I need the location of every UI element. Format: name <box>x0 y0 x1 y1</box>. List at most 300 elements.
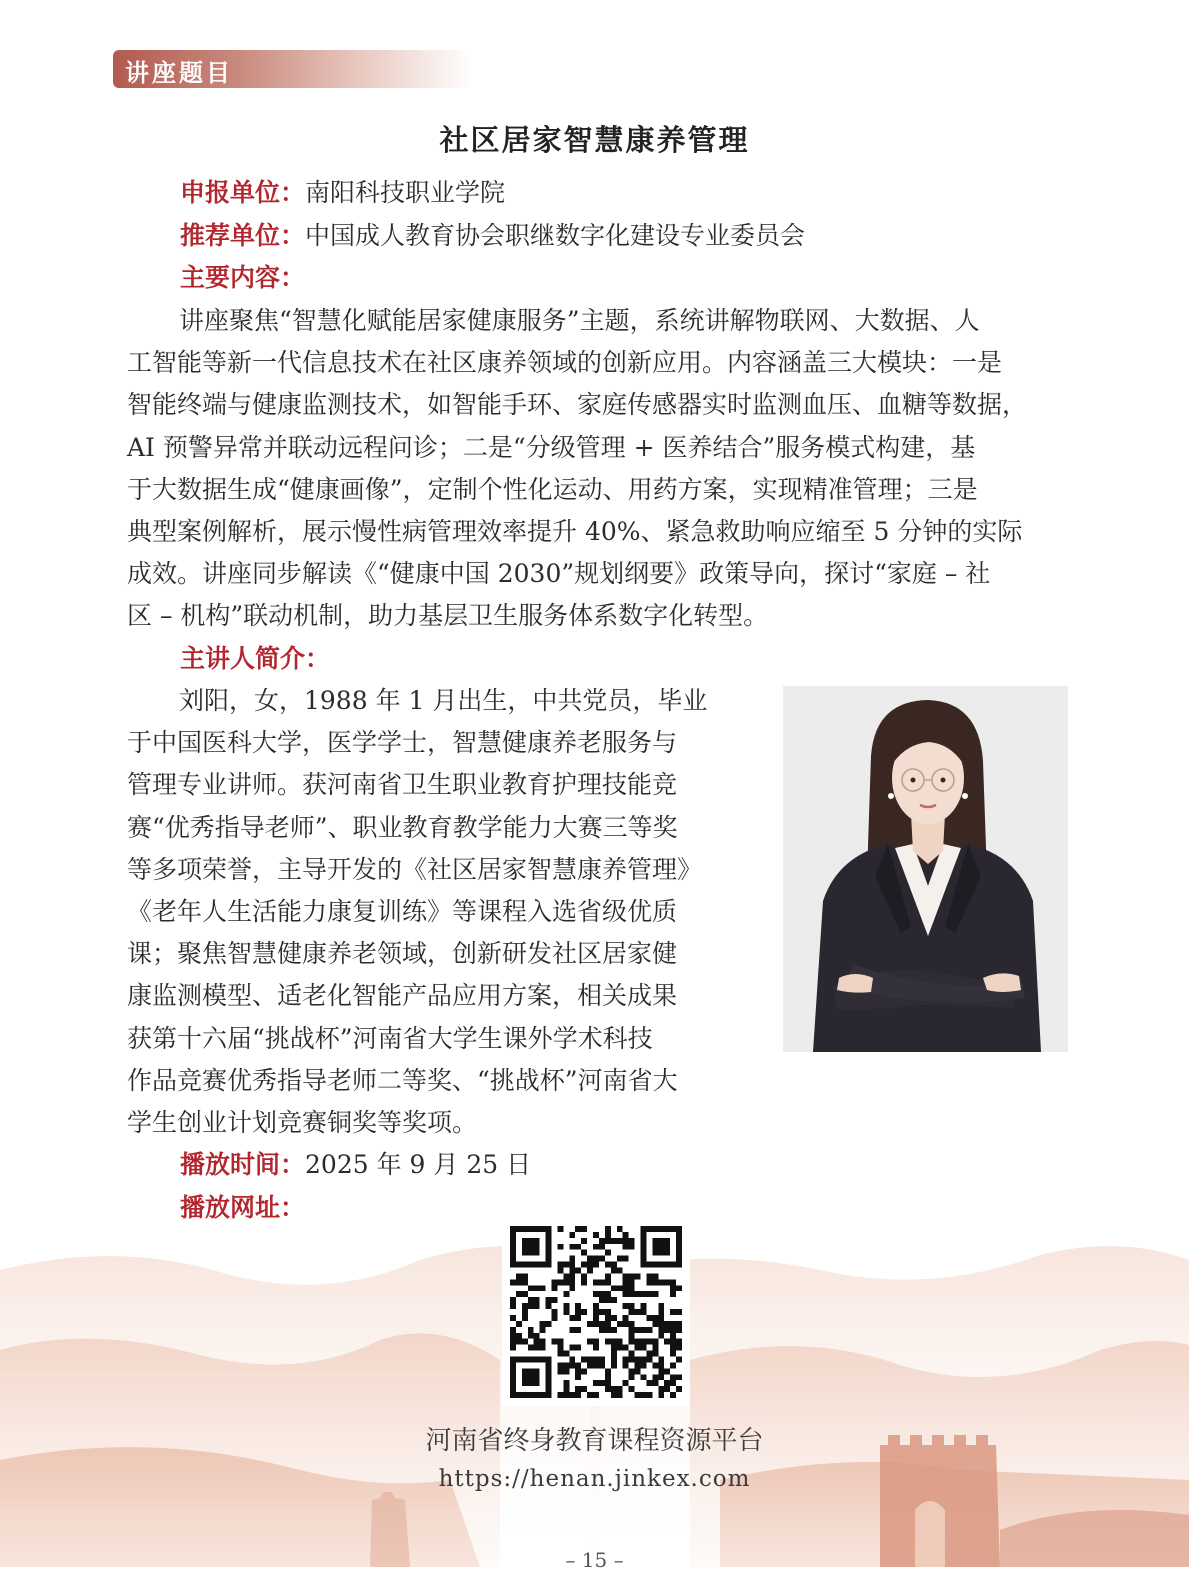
qr-module <box>640 1356 646 1362</box>
qr-module <box>611 1362 617 1368</box>
qr-module <box>522 1374 528 1380</box>
content-line: 典型案例解析，展示慢性病管理效率提升 40%、紧急救助响应缩至 5 分钟的实际 <box>127 517 1023 547</box>
qr-module <box>575 1268 581 1274</box>
qr-module <box>528 1303 534 1309</box>
qr-module <box>676 1250 682 1256</box>
qr-module <box>510 1315 516 1321</box>
qr-module <box>670 1321 676 1327</box>
qr-module <box>528 1285 534 1291</box>
speaker-line: 课；聚焦智慧健康养老领域，创新研发社区居家健 <box>127 939 678 969</box>
qr-module <box>540 1327 546 1333</box>
qr-module <box>510 1327 516 1333</box>
qr-module <box>664 1386 670 1392</box>
qr-module <box>587 1362 593 1368</box>
qr-module <box>516 1273 522 1279</box>
qr-module <box>646 1392 652 1398</box>
qr-module <box>664 1262 670 1268</box>
qr-module <box>522 1392 528 1398</box>
qr-module <box>605 1238 611 1244</box>
qr-module <box>510 1226 516 1232</box>
qr-module <box>528 1380 534 1386</box>
qr-module <box>522 1238 528 1244</box>
qr-module <box>640 1309 646 1315</box>
qr-module <box>563 1351 569 1357</box>
qr-module <box>664 1238 670 1244</box>
qr-module <box>623 1362 629 1368</box>
qr-module <box>510 1232 516 1238</box>
qr-module <box>557 1226 563 1232</box>
qr-module <box>605 1250 611 1256</box>
page-number: – 15 – <box>565 1548 624 1572</box>
qr-module <box>605 1262 611 1268</box>
qr-module <box>629 1291 635 1297</box>
applicant-label: 申报单位： <box>180 178 306 207</box>
qr-module <box>676 1285 682 1291</box>
content-row <box>180 263 305 293</box>
qr-module <box>629 1285 635 1291</box>
qr-module <box>652 1226 658 1232</box>
qr-module <box>557 1362 563 1368</box>
qr-module <box>617 1345 623 1351</box>
airtime-value: 2025 年 9 月 25 日 <box>305 1150 532 1179</box>
qr-code-pattern[interactable] <box>510 1226 682 1398</box>
qr-module <box>563 1291 569 1297</box>
qr-module <box>593 1279 599 1285</box>
qr-module <box>534 1345 540 1351</box>
qr-module <box>623 1238 629 1244</box>
qr-module <box>581 1262 587 1268</box>
qr-module <box>670 1285 676 1291</box>
qr-module <box>623 1256 629 1262</box>
qr-module <box>599 1238 605 1244</box>
qr-module <box>557 1339 563 1345</box>
qr-module <box>569 1232 575 1238</box>
qr-module <box>611 1285 617 1291</box>
speaker-line: 于中国医科大学，医学学士，智慧健康养老服务与 <box>127 728 678 758</box>
qr-module <box>540 1339 546 1345</box>
qr-module <box>599 1362 605 1368</box>
qr-module <box>605 1327 611 1333</box>
qr-module <box>516 1262 522 1268</box>
qr-module <box>676 1309 682 1315</box>
qr-module <box>534 1374 540 1380</box>
qr-module <box>611 1268 617 1274</box>
qr-module <box>528 1392 534 1398</box>
qr-module <box>587 1339 593 1345</box>
qr-module <box>534 1303 540 1309</box>
qr-module <box>658 1315 664 1321</box>
qr-module <box>599 1309 605 1315</box>
qr-module <box>593 1356 599 1362</box>
qr-module <box>658 1392 664 1398</box>
qr-module <box>552 1279 558 1285</box>
qr-module <box>593 1380 599 1386</box>
qr-module <box>670 1226 676 1232</box>
qr-module <box>652 1362 658 1368</box>
qr-module <box>676 1386 682 1392</box>
qr-module <box>658 1226 664 1232</box>
qr-module <box>528 1333 534 1339</box>
speaker-line: 作品竞赛优秀指导老师二等奖、“挑战杯”河南省大 <box>127 1065 678 1095</box>
qr-module <box>540 1356 546 1362</box>
qr-module <box>540 1226 546 1232</box>
qr-module <box>516 1279 522 1285</box>
qr-module <box>646 1351 652 1357</box>
qr-module <box>510 1256 516 1262</box>
qr-module <box>617 1392 623 1398</box>
qr-module <box>611 1297 617 1303</box>
qr-module <box>599 1321 605 1327</box>
qr-module <box>522 1262 528 1268</box>
qr-module <box>534 1250 540 1256</box>
qr-module <box>528 1226 534 1232</box>
speaker-line: 赛“优秀指导老师”、职业教育教学能力大赛三等奖 <box>127 812 678 842</box>
qr-module <box>670 1327 676 1333</box>
qr-module <box>516 1339 522 1345</box>
qr-module <box>676 1374 682 1380</box>
qr-module <box>546 1244 552 1250</box>
qr-module <box>593 1362 599 1368</box>
qr-module <box>640 1262 646 1268</box>
qr-module <box>658 1327 664 1333</box>
qr-module <box>640 1392 646 1398</box>
qr-module <box>676 1244 682 1250</box>
speaker-paragraph <box>127 680 737 1144</box>
qr-module <box>575 1374 581 1380</box>
qr-module <box>534 1297 540 1303</box>
qr-module <box>522 1380 528 1386</box>
qr-module <box>581 1250 587 1256</box>
qr-module <box>640 1232 646 1238</box>
qr-module <box>611 1262 617 1268</box>
qr-module <box>635 1273 641 1279</box>
qr-module <box>593 1309 599 1315</box>
qr-module <box>546 1262 552 1268</box>
qr-module <box>652 1250 658 1256</box>
qr-module <box>510 1374 516 1380</box>
section-tag <box>113 50 473 88</box>
qr-module <box>569 1268 575 1274</box>
qr-module <box>516 1392 522 1398</box>
qr-module <box>670 1392 676 1398</box>
qr-module <box>569 1327 575 1333</box>
qr-module <box>646 1291 652 1297</box>
qr-module <box>640 1226 646 1232</box>
qr-module <box>629 1339 635 1345</box>
qr-module <box>670 1279 676 1285</box>
qr-module <box>652 1244 658 1250</box>
qr-module <box>658 1303 664 1309</box>
qr-module <box>528 1262 534 1268</box>
qr-module <box>563 1362 569 1368</box>
qr-module <box>664 1380 670 1386</box>
qr-module <box>664 1368 670 1374</box>
qr-module <box>534 1238 540 1244</box>
qr-module <box>510 1333 516 1339</box>
qr-module <box>557 1244 563 1250</box>
qr-module <box>569 1362 575 1368</box>
qr-module <box>540 1345 546 1351</box>
qr-module <box>528 1250 534 1256</box>
qr-module <box>528 1345 534 1351</box>
qr-module <box>528 1244 534 1250</box>
qr-module <box>593 1262 599 1268</box>
qr-module <box>605 1273 611 1279</box>
qr-module <box>676 1356 682 1362</box>
qr-module <box>664 1321 670 1327</box>
qr-module <box>617 1256 623 1262</box>
qr-module <box>646 1339 652 1345</box>
qr-module <box>635 1327 641 1333</box>
qr-module <box>522 1244 528 1250</box>
qr-module <box>629 1327 635 1333</box>
qr-module <box>522 1309 528 1315</box>
qr-module <box>652 1380 658 1386</box>
qr-module <box>593 1315 599 1321</box>
qr-module <box>658 1333 664 1339</box>
qr-module <box>658 1262 664 1268</box>
qr-module <box>593 1339 599 1345</box>
qr-module <box>629 1356 635 1362</box>
qr-module <box>546 1226 552 1232</box>
content-line: AI 预警异常并联动远程问诊；二是“分级管理 + 医养结合”服务模式构建，基 <box>127 432 976 462</box>
qr-module <box>528 1356 534 1362</box>
qr-module <box>593 1392 599 1398</box>
platform-url[interactable]: https://henan.jinkex.com <box>438 1466 751 1492</box>
qr-module <box>635 1392 641 1398</box>
qr-module <box>534 1368 540 1374</box>
qr-module <box>593 1303 599 1309</box>
qr-module <box>652 1262 658 1268</box>
qr-module <box>522 1226 528 1232</box>
qr-module <box>635 1291 641 1297</box>
speaker-label: 主讲人简介： <box>180 644 331 673</box>
qr-module <box>646 1226 652 1232</box>
qr-module <box>581 1309 587 1315</box>
section-tag-label: 讲座题目 <box>125 59 233 87</box>
qr-module <box>629 1333 635 1339</box>
qr-module <box>587 1256 593 1262</box>
qr-module <box>623 1279 629 1285</box>
qr-module <box>563 1380 569 1386</box>
qr-module <box>646 1279 652 1285</box>
qr-module <box>646 1356 652 1362</box>
qr-module <box>640 1327 646 1333</box>
qr-module <box>635 1309 641 1315</box>
qr-module <box>522 1339 528 1345</box>
speaker-line: 《老年人生活能力康复训练》等课程入选省级优质 <box>127 897 678 927</box>
qr-module <box>605 1291 611 1297</box>
qr-module <box>516 1333 522 1339</box>
qr-module <box>575 1368 581 1374</box>
qr-module <box>546 1380 552 1386</box>
qr-module <box>640 1345 646 1351</box>
airtime-label: 播放时间： <box>180 1150 306 1179</box>
qr-module <box>676 1232 682 1238</box>
qr-module <box>629 1309 635 1315</box>
qr-module <box>658 1368 664 1374</box>
qr-module <box>516 1321 522 1327</box>
qr-module <box>611 1392 617 1398</box>
qr-module <box>569 1244 575 1250</box>
content-line: 工智能等新一代信息技术在社区康养领域的创新应用。内容涵盖三大模块：一是 <box>127 348 1003 378</box>
qr-module <box>629 1303 635 1309</box>
qr-module <box>510 1262 516 1268</box>
airtime-row <box>180 1150 531 1180</box>
qr-module <box>652 1321 658 1327</box>
qr-module <box>640 1250 646 1256</box>
qr-module <box>581 1238 587 1244</box>
speaker-line: 康监测模型、适老化智能产品应用方案，相关成果 <box>127 981 678 1011</box>
qr-module <box>676 1256 682 1262</box>
qr-module <box>563 1368 569 1374</box>
content-label: 主要内容： <box>180 263 306 292</box>
qr-module <box>534 1226 540 1232</box>
qr-module <box>522 1303 528 1309</box>
qr-module <box>510 1238 516 1244</box>
qr-module <box>640 1362 646 1368</box>
qr-module <box>587 1262 593 1268</box>
lecture-title: 社区居家智慧康养管理 <box>439 123 750 157</box>
qr-module <box>522 1250 528 1256</box>
qr-module <box>575 1362 581 1368</box>
qr-module <box>534 1392 540 1398</box>
qr-module <box>658 1309 664 1315</box>
qr-module <box>563 1392 569 1398</box>
qr-module <box>534 1285 540 1291</box>
qr-module <box>528 1297 534 1303</box>
applicant-value: 南阳科技职业学院 <box>305 178 506 207</box>
qr-module <box>605 1380 611 1386</box>
speaker-line: 获第十六届“挑战杯”河南省大学生课外学术科技 <box>127 1023 653 1053</box>
qr-module <box>670 1309 676 1315</box>
qr-module <box>664 1339 670 1345</box>
qr-module <box>510 1356 516 1362</box>
qr-module <box>546 1238 552 1244</box>
content-line: 讲座聚焦“智慧化赋能居家健康服务”主题，系统讲解物联网、大数据、人 <box>179 306 980 335</box>
speaker-photo <box>783 686 1068 1052</box>
speaker-line: 管理专业讲师。获河南省卫生职业教育护理技能竞 <box>127 770 678 800</box>
qr-module <box>510 1303 516 1309</box>
qr-module <box>575 1303 581 1309</box>
qr-module <box>652 1291 658 1297</box>
qr-module <box>676 1226 682 1232</box>
qr-module <box>676 1238 682 1244</box>
qr-module <box>569 1256 575 1262</box>
qr-module <box>569 1262 575 1268</box>
qr-module <box>581 1226 587 1232</box>
qr-module <box>652 1351 658 1357</box>
qr-module <box>640 1303 646 1309</box>
qr-module <box>629 1279 635 1285</box>
qr-module <box>664 1250 670 1256</box>
qr-module <box>623 1232 629 1238</box>
qr-module <box>623 1356 629 1362</box>
qr-module <box>587 1392 593 1398</box>
recommender-label: 推荐单位： <box>180 221 306 250</box>
qr-module <box>635 1368 641 1374</box>
qr-module <box>676 1339 682 1345</box>
qr-module <box>546 1392 552 1398</box>
qr-module <box>552 1297 558 1303</box>
qr-module <box>563 1303 569 1309</box>
qr-module <box>569 1315 575 1321</box>
qr-module <box>593 1321 599 1327</box>
qr-module <box>587 1321 593 1327</box>
qr-module <box>581 1356 587 1362</box>
qr-module <box>569 1392 575 1398</box>
qr-module <box>516 1291 522 1297</box>
qr-module <box>640 1374 646 1380</box>
qr-module <box>569 1273 575 1279</box>
qr-module <box>629 1244 635 1250</box>
url-label: 播放网址： <box>180 1193 306 1222</box>
qr-module <box>664 1226 670 1232</box>
qr-module <box>510 1392 516 1398</box>
qr-module <box>676 1321 682 1327</box>
qr-module <box>575 1309 581 1315</box>
qr-module <box>623 1380 629 1386</box>
qr-module <box>563 1386 569 1392</box>
qr-module <box>640 1339 646 1345</box>
qr-module <box>534 1262 540 1268</box>
qr-module <box>605 1297 611 1303</box>
qr-module <box>652 1315 658 1321</box>
qr-module <box>646 1380 652 1386</box>
qr-module <box>522 1356 528 1362</box>
qr-module <box>611 1356 617 1362</box>
qr-module <box>569 1345 575 1351</box>
qr-module <box>528 1327 534 1333</box>
qr-module <box>575 1386 581 1392</box>
content-line: 区 – 机构”联动机制，助力基层卫生服务体系数字化转型。 <box>127 601 769 631</box>
qr-module <box>670 1374 676 1380</box>
qr-module <box>593 1291 599 1297</box>
qr-code[interactable] <box>502 1218 690 1406</box>
qr-module <box>658 1386 664 1392</box>
qr-module <box>623 1315 629 1321</box>
qr-module <box>652 1345 658 1351</box>
qr-module <box>575 1315 581 1321</box>
qr-module <box>534 1333 540 1339</box>
qr-module <box>587 1268 593 1274</box>
speaker-line: 刘阳，女，1988 年 1 月出生，中共党员，毕业 <box>179 686 708 715</box>
recommender-row <box>180 221 805 251</box>
qr-module <box>646 1327 652 1333</box>
qr-module <box>605 1315 611 1321</box>
qr-module <box>540 1262 546 1268</box>
qr-module <box>510 1362 516 1368</box>
qr-module <box>563 1262 569 1268</box>
qr-module <box>670 1380 676 1386</box>
content-line: 成效。讲座同步解读《“健康中国 2030”规划纲要》政策导向，探讨“家庭 – 社 <box>127 559 991 589</box>
qr-module <box>569 1356 575 1362</box>
qr-module <box>552 1315 558 1321</box>
qr-module <box>629 1273 635 1279</box>
qr-module <box>510 1250 516 1256</box>
qr-module <box>617 1268 623 1274</box>
qr-module <box>546 1232 552 1238</box>
qr-module <box>605 1374 611 1380</box>
qr-module <box>640 1291 646 1297</box>
qr-module <box>623 1321 629 1327</box>
qr-module <box>522 1315 528 1321</box>
qr-module <box>510 1244 516 1250</box>
qr-module <box>599 1297 605 1303</box>
qr-module <box>593 1232 599 1238</box>
qr-module <box>516 1226 522 1232</box>
qr-module <box>510 1279 516 1285</box>
